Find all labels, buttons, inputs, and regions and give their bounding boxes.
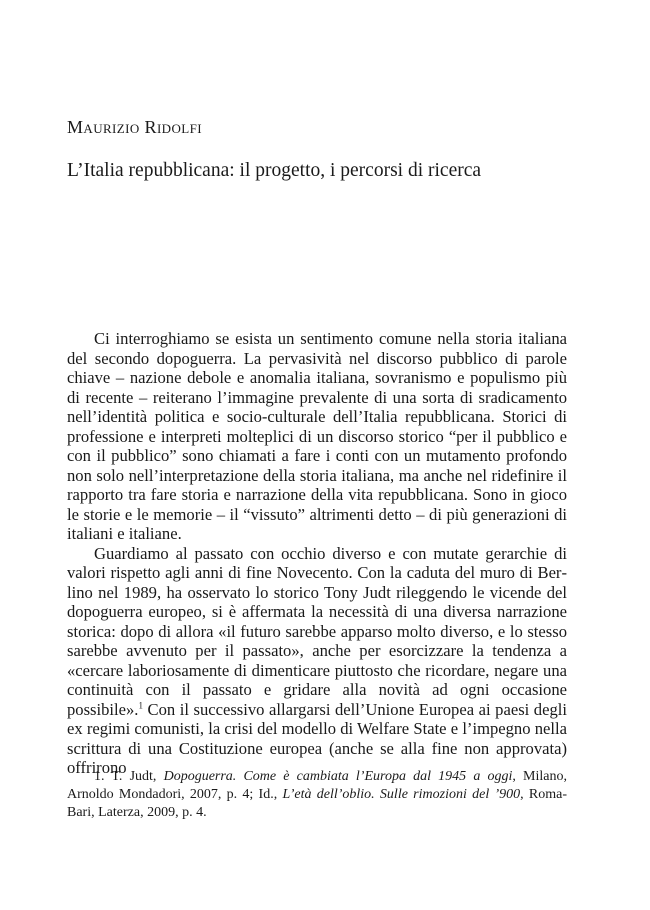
footnote-1 xyxy=(67,768,567,822)
footnote-book-title-2: L’età dell’oblio. Sulle rimozioni del ’900 xyxy=(282,787,521,802)
body-paragraph-1: Ci interroghiamo se esista un sentimento comune nella storia italiana del secondo dopoguerra. La pervasività nel discorso pubblico di parole chiave – nazione debole e anomalia italiana, sovranismo e populismo più di recente – reiterano l’immagine prevalente di una sorta di sradicamento nell’identità politica e socio-culturale dell’Italia repubblicana. Storici di professione e interpreti molteplici di un discorso storico “per il pubblico e con il pubblico” sono chiamati a fare i conti con un mutamento profondo non solo nell’interpretazione della storia italiana, ma anche nel ridefinire il rapporto tra fare storia e narrazione della vita repubblicana. Sono in gioco le storie e le memorie – il “vissuto” altrimenti detto – di più generazioni di italiani e italiane. xyxy=(67,329,567,543)
chapter-body xyxy=(67,329,567,778)
body-paragraph-2-text-a: Guardiamo al passato con occhio diverso e con mutate gerarchie di valori rispetto agli anni di fine Novecento. Con la caduta del muro di Berlino nel 1989, ha osservato lo storico Tony Judt rileggendo le vicende del dopoguerra europeo, si è affermata la necessità di una diversa narrazione storica: dopo di allora «il futuro sarebbe apparso molto diverso, e lo stesso sarebbe avvenuto per il passato», anche per esorcizzare la tendenza a «cercare laboriosamente di dimenticare piuttosto che ricordare, negare una continuità con il passato e gridare alla novità ad ogni occasione possibile». xyxy=(67,543,567,719)
chapter-title: L’Italia repubblicana: il progetto, i percorsi di ricerca xyxy=(67,160,482,181)
footnote-number: 1. T. Judt, xyxy=(94,769,164,784)
body-paragraph-2 xyxy=(67,544,567,778)
footnote-publisher-2: , Roma-Bari, Laterza, 2009, p. 4. xyxy=(67,787,567,820)
chapter-author: Maurizio Ridolfi xyxy=(67,117,202,137)
footnote-book-title-1: Dopoguerra. Come è cambiata l’Europa dal 1945 a oggi xyxy=(163,769,513,784)
body-paragraph-2-text-b: Con il successivo allargarsi dell’Unione Europea ai paesi degli ex regimi comunisti, la crisi del modello di Welfare State e l’impegno nella scrittura di una Costituzione europea (anche se alla fine non approvata) offrirono xyxy=(67,699,567,777)
footnote-publisher-1: , Milano, Arnoldo Mondadori, 2007, p. 4; Id., xyxy=(67,769,567,802)
footnote-reference: 1 xyxy=(138,699,143,710)
